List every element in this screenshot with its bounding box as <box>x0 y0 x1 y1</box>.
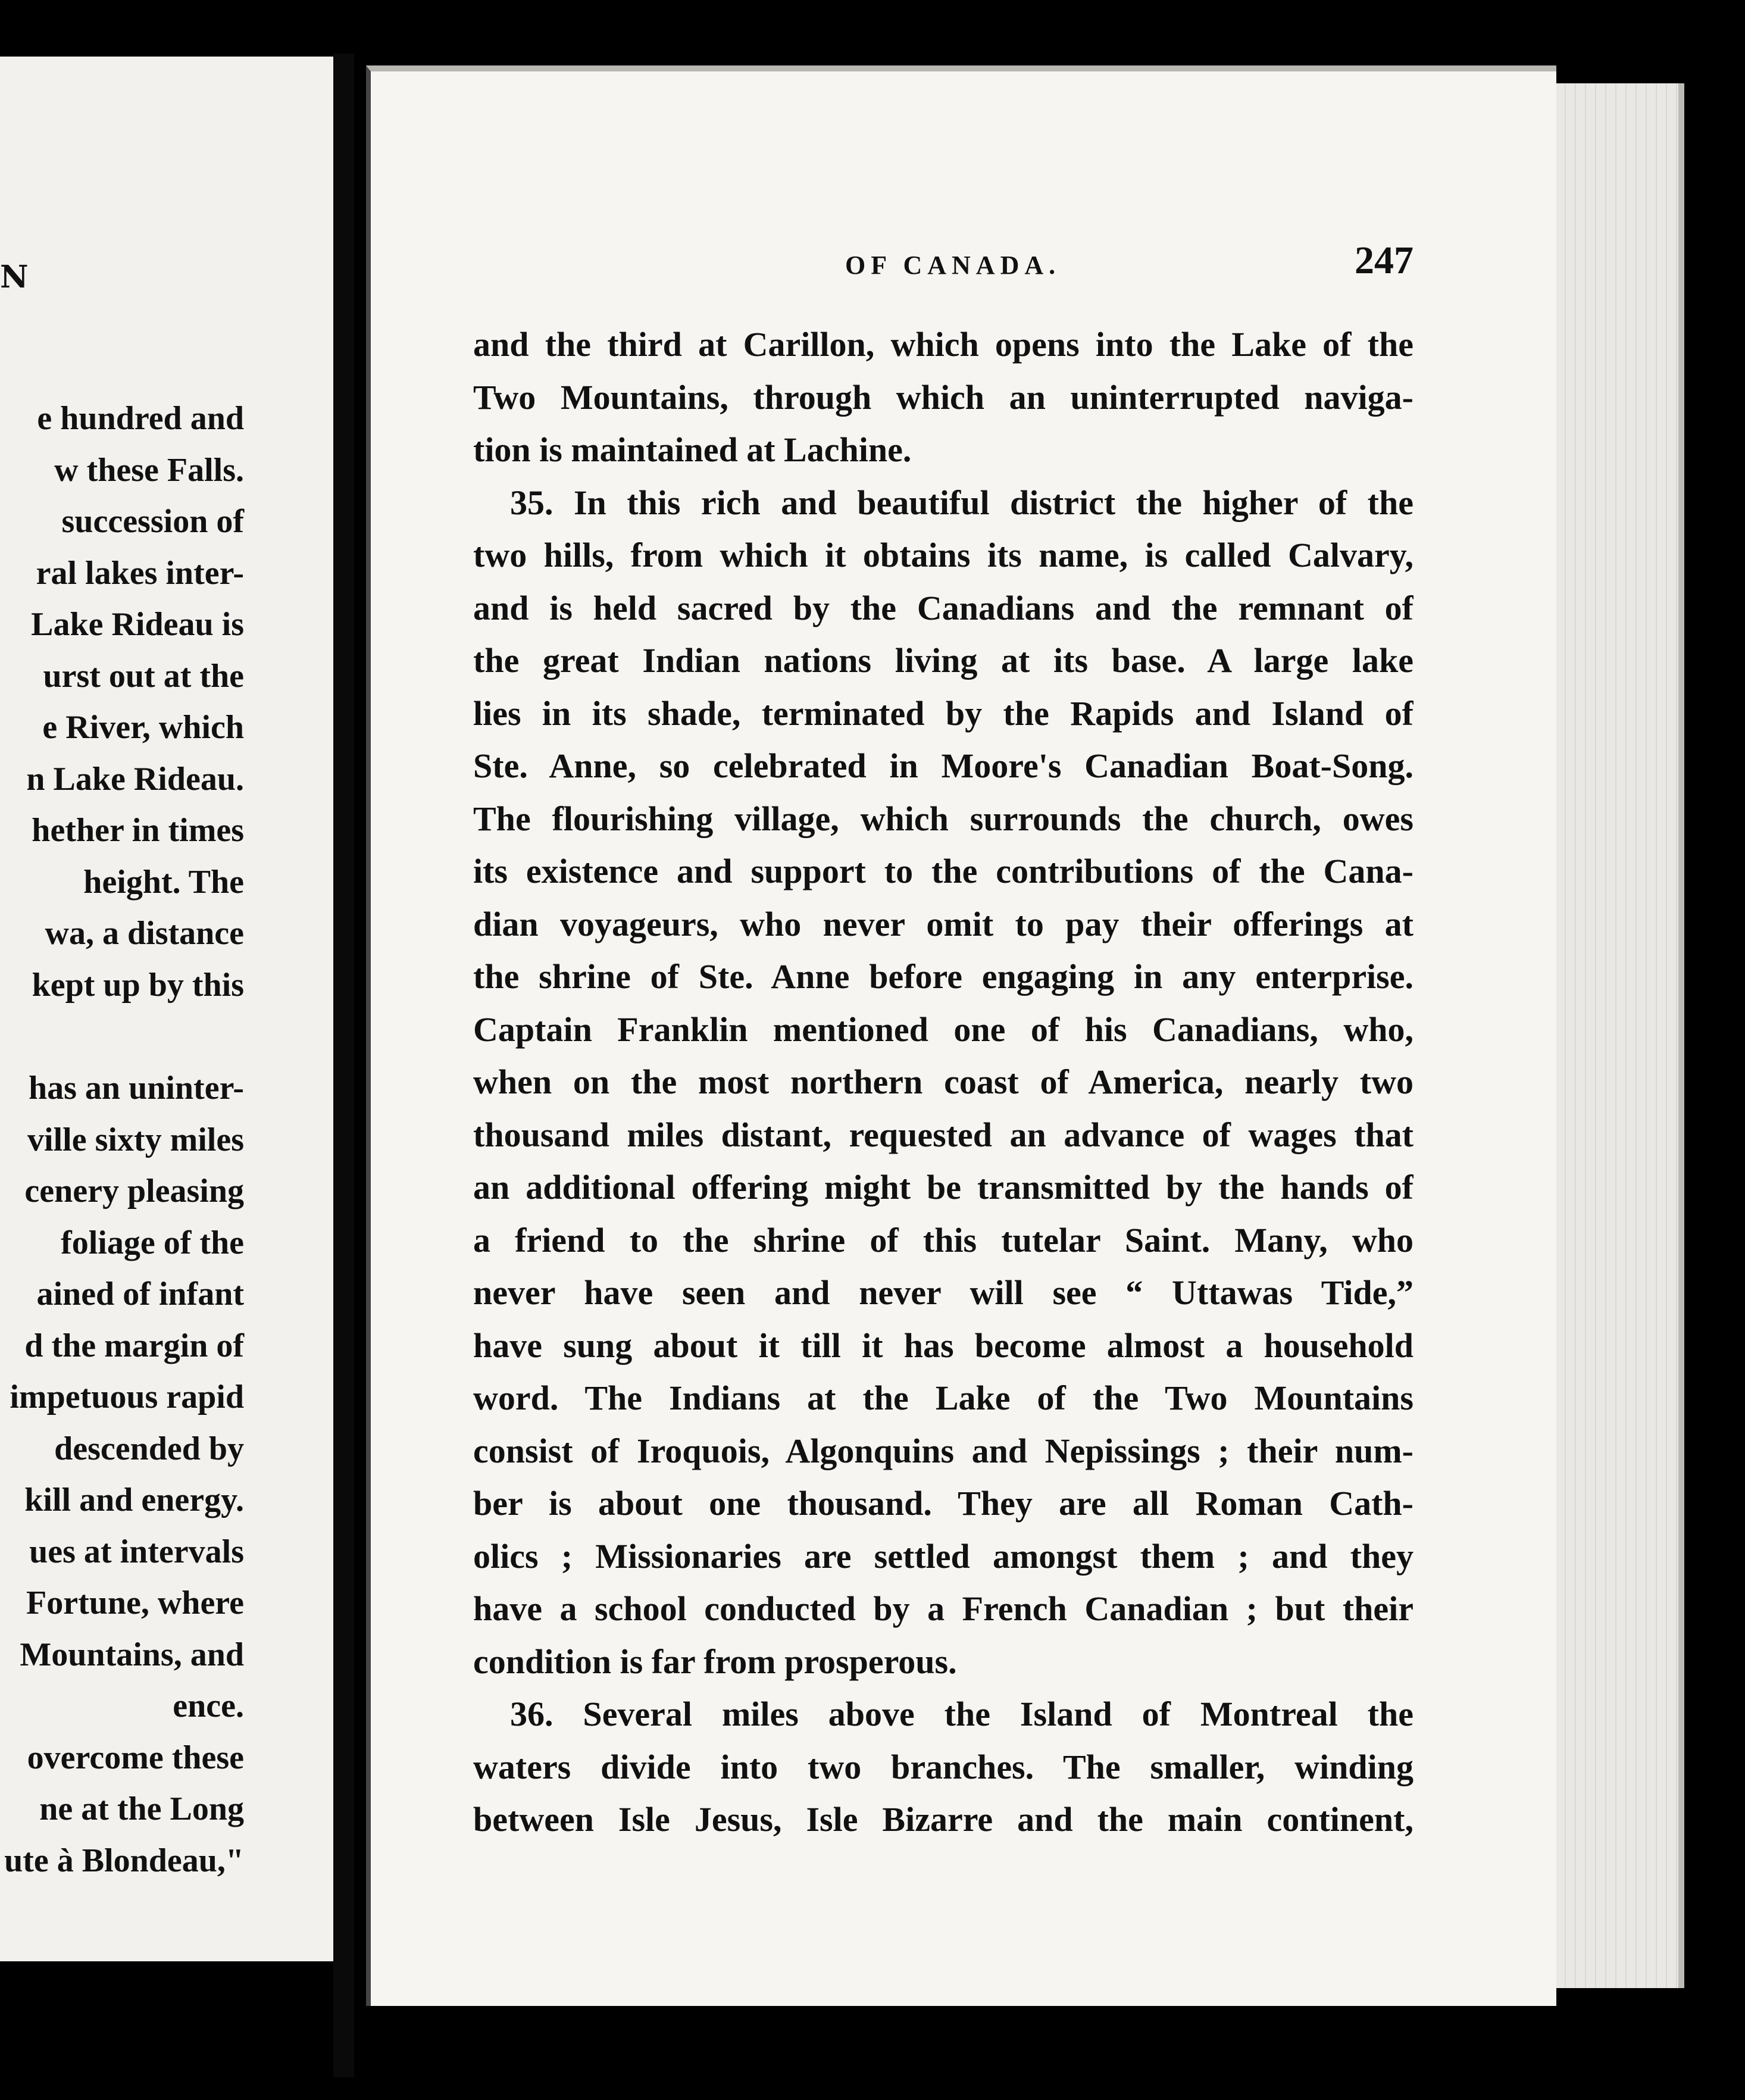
left-text-line: n Lake Rideau. <box>26 760 244 798</box>
text-line: never have seen and never will see “ Uttawas Tide,” <box>473 1273 1413 1312</box>
text-line: have sung about it till it has become almost a household <box>473 1326 1413 1365</box>
left-text-line: kill and energy. <box>24 1482 244 1518</box>
left-page-text <box>4 393 244 1886</box>
left-text-line: ute à Blondeau," <box>4 1842 244 1879</box>
left-text-line: height. The <box>83 863 244 901</box>
left-text-line: foliage of the <box>61 1224 244 1261</box>
left-text-line: d the margin of <box>24 1327 244 1364</box>
left-text-line: e River, which <box>42 709 244 746</box>
text-line: ber is about one thousand. They are all Roman Cath- <box>473 1484 1413 1523</box>
left-text-line: kept up by this <box>32 966 244 1004</box>
text-line: consist of Iroquois, Algonquins and Nepissings ; their num- <box>473 1431 1413 1470</box>
page-number: 247 <box>1355 239 1413 282</box>
text-line: condition is far from prosperous. <box>473 1642 957 1681</box>
left-text-line: ville sixty miles <box>27 1121 244 1158</box>
running-title: OF CANADA. <box>845 251 1061 280</box>
left-text-line: has an uninter- <box>28 1070 244 1107</box>
text-line: and the third at Carillon, which opens into the Lake of the <box>473 325 1413 364</box>
text-line: have a school conducted by a French Canadian ; but their <box>473 1589 1413 1628</box>
text-line: Captain Franklin mentioned one of his Canadians, who, <box>473 1010 1413 1049</box>
text-line: thousand miles distant, requested an advance of wages that <box>473 1115 1413 1154</box>
left-text-line: w these Falls. <box>54 451 244 489</box>
left-text-line: wa, a distance <box>45 915 244 952</box>
text-line: a friend to the shrine of this tutelar Saint. Many, who <box>473 1220 1413 1260</box>
text-line: waters divide into two branches. The smaller, winding <box>473 1747 1413 1786</box>
text-line: 36. Several miles above the Island of Montreal the <box>510 1695 1413 1733</box>
body-text <box>473 318 1413 1846</box>
book-gutter <box>333 54 354 2077</box>
left-text-line: Mountains, and <box>20 1636 244 1673</box>
text-line: Two Mountains, through which an uninterrupted naviga- <box>473 377 1413 417</box>
text-line: tion is maintained at Lachine. <box>473 430 912 469</box>
text-line: the great Indian nations living at its base. A large lake <box>473 641 1413 680</box>
left-text-line: Lake Rideau is <box>31 606 244 643</box>
left-text-line: descended by <box>54 1430 244 1467</box>
text-line: and is held sacred by the Canadians and the remnant of <box>473 588 1413 627</box>
left-text-line: hether in times <box>32 812 244 849</box>
text-line: two hills, from which it obtains its name, is called Calvary, <box>473 536 1413 574</box>
text-line: an additional offering might be transmitted by the hands of <box>473 1168 1413 1207</box>
text-line: when on the most northern coast of America, nearly two <box>473 1062 1413 1101</box>
left-text-line: e hundred and <box>37 400 244 437</box>
text-line: The flourishing village, which surrounds the church, owes <box>473 799 1413 838</box>
left-text-line: Fortune, where <box>26 1585 244 1621</box>
left-text-line: ne at the Long <box>39 1790 244 1827</box>
text-line: word. The Indians at the Lake of the Two Mountains <box>473 1379 1413 1417</box>
text-line: dian voyageurs, who never omit to pay their offerings at <box>473 904 1413 943</box>
text-line: between Isle Jesus, Isle Bizarre and the main continent, <box>473 1800 1413 1839</box>
left-text-line: cenery pleasing <box>24 1173 244 1210</box>
text-line: olics ; Missionaries are settled amongst them ; and they <box>473 1536 1413 1576</box>
left-text-line: ained of infant <box>36 1276 244 1312</box>
text-line: Ste. Anne, so celebrated in Moore's Canadian Boat-Song. <box>473 746 1413 785</box>
left-page-header-fragment: N <box>0 259 31 295</box>
left-text-line: ues at intervals <box>29 1533 244 1570</box>
text-line: 35. In this rich and beautiful district the higher of the <box>510 483 1413 522</box>
left-text-line: succession of <box>61 503 244 540</box>
left-text-line: ral lakes inter- <box>36 554 244 592</box>
left-text-line: overcome these <box>27 1739 244 1776</box>
left-text-line: ence. <box>173 1688 244 1724</box>
left-facing-page <box>0 57 337 1961</box>
running-head <box>366 238 1413 286</box>
left-text-line: urst out at the <box>43 657 244 695</box>
page-edges <box>1556 83 1684 1988</box>
left-text-line: impetuous rapid <box>10 1379 244 1415</box>
text-line: its existence and support to the contributions of the Cana- <box>473 852 1413 890</box>
text-line: lies in its shade, terminated by the Rapids and Island of <box>473 693 1413 733</box>
text-line: the shrine of Ste. Anne before engaging in any enterprise. <box>473 957 1413 996</box>
